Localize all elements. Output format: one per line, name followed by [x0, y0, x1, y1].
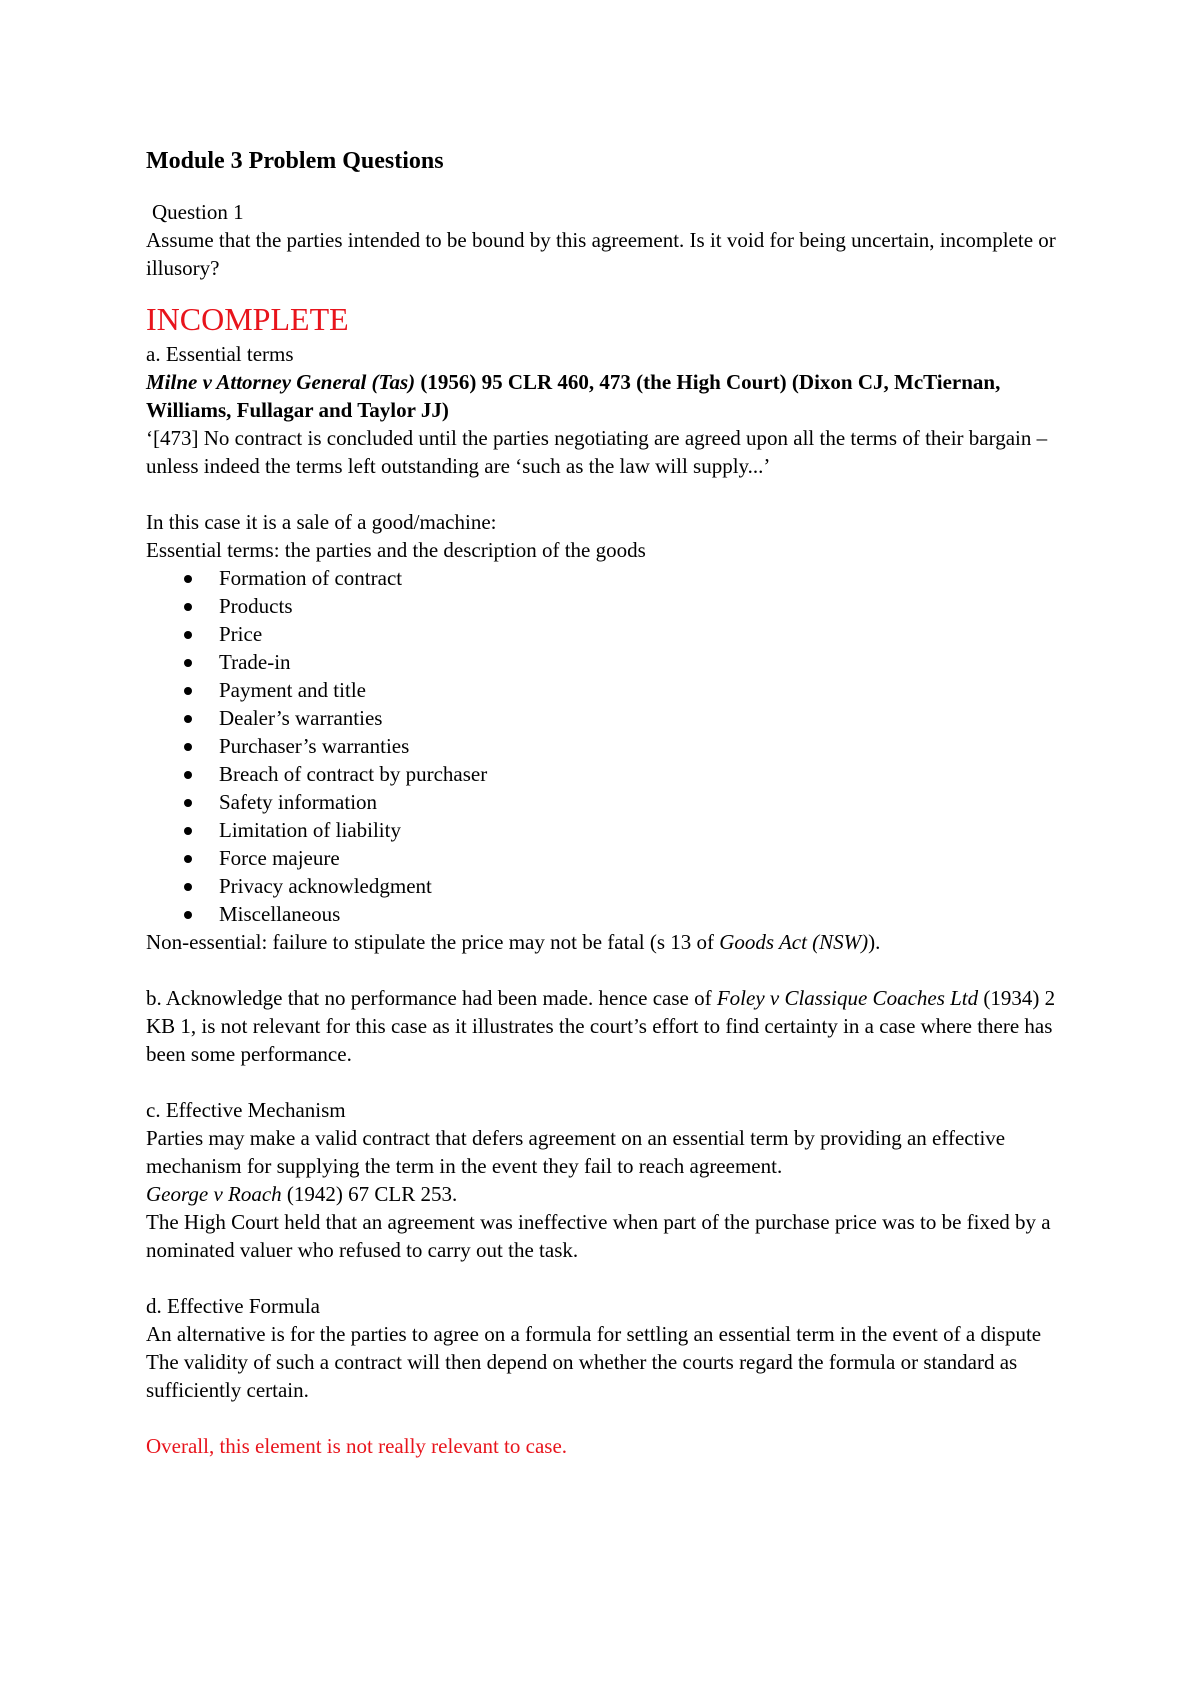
spacer — [146, 1068, 1086, 1096]
document-body — [146, 146, 1086, 1460]
list-item — [146, 564, 1086, 592]
non-essential-pre: Non-essential: failure to stipulate the price may not be fatal (s 13 of — [146, 930, 720, 954]
bullet-dot-icon — [184, 883, 192, 891]
list-item-label: Formation of contract — [219, 566, 403, 590]
spacer — [146, 1404, 1086, 1432]
list-item — [146, 844, 1086, 872]
essential-terms-list — [146, 564, 1086, 928]
bullet-dot-icon — [184, 771, 192, 779]
non-essential-post: ). — [868, 930, 881, 954]
subheading-a: a. Essential terms — [146, 342, 294, 366]
paragraph-b-pre: b. Acknowledge that no performance had been made. hence case of — [146, 986, 717, 1010]
case-quote: ‘[473] No contract is concluded until the parties negotiating are agreed upon all the terms of their bargain – unless indeed the terms left outstanding are ‘such as the law will supply...’ — [146, 426, 1048, 478]
case-name-foley: Foley v Classique Coaches Ltd — [716, 986, 979, 1010]
essential-terms-line: Essential terms: the parties and the description of the goods — [146, 538, 646, 562]
list-item-label: Breach of contract by purchaser — [219, 762, 488, 786]
spacer — [146, 480, 1086, 508]
bullet-dot-icon — [184, 799, 192, 807]
case-name-milne: Milne v Attorney General (Tas) — [146, 370, 416, 394]
case-context-line: In this case it is a sale of a good/machine: — [146, 510, 497, 534]
spacer — [146, 956, 1086, 984]
list-item — [146, 676, 1086, 704]
list-item-label: Dealer’s warranties — [219, 706, 383, 730]
list-item — [146, 872, 1086, 900]
list-item — [146, 788, 1086, 816]
case-details-george: (1942) 67 CLR 253. — [281, 1182, 458, 1206]
paragraph-d-text1: An alternative is for the parties to agree on a formula for settling an essential term in the event of a dispute — [146, 1322, 1042, 1346]
list-item — [146, 620, 1086, 648]
goods-act-name: Goods Act (NSW) — [719, 930, 869, 954]
list-item — [146, 648, 1086, 676]
paragraph-c-text: Parties may make a valid contract that defers agreement on an essential term by providing an effective mechanism for supplying the term in the event they fail to reach agreement. — [146, 1126, 1006, 1178]
question-text: Assume that the parties intended to be bound by this agreement. Is it void for being uncertain, incomplete or illusory? — [146, 228, 1056, 280]
bullet-dot-icon — [184, 827, 192, 835]
paragraph-c-holding: The High Court held that an agreement was ineffective when part of the purchase price was to be fixed by a nominated valuer who refused to carry out the task. — [146, 1210, 1051, 1262]
list-item-label: Purchaser’s warranties — [219, 734, 410, 758]
list-item-label: Payment and title — [219, 678, 366, 702]
section-heading: INCOMPLETE — [146, 301, 349, 337]
paragraph-d-text2: The validity of such a contract will then depend on whether the courts regard the formula or standard as sufficiently certain. — [146, 1350, 1018, 1402]
list-item — [146, 732, 1086, 760]
bullet-dot-icon — [184, 631, 192, 639]
paragraph-b — [146, 984, 1086, 1068]
subheading-d: d. Effective Formula — [146, 1294, 320, 1318]
bullet-dot-icon — [184, 715, 192, 723]
list-item — [146, 760, 1086, 788]
list-item — [146, 704, 1086, 732]
list-item-label: Products — [219, 594, 293, 618]
case-citation-george — [146, 1180, 1086, 1208]
paragraph-b-post: (1934) 2 KB 1, is not relevant for this case as it illustrates the court’s effort to find certainty in a case where there has been some performance. — [146, 986, 1056, 1066]
bullet-dot-icon — [184, 659, 192, 667]
bullet-dot-icon — [184, 855, 192, 863]
document-title: Module 3 Problem Questions — [146, 148, 444, 174]
bullet-dot-icon — [184, 911, 192, 919]
question-label: Question 1 — [152, 200, 244, 224]
list-item — [146, 900, 1086, 928]
list-item-label: Limitation of liability — [219, 818, 401, 842]
case-citation-milne — [146, 368, 1086, 424]
list-item-label: Trade-in — [219, 650, 291, 674]
spacer — [146, 1264, 1086, 1292]
list-item-label: Price — [219, 622, 263, 646]
non-essential-line — [146, 928, 1086, 956]
list-item-label: Safety information — [219, 790, 378, 814]
list-item-label: Miscellaneous — [219, 902, 341, 926]
bullet-dot-icon — [184, 575, 192, 583]
list-item-label: Privacy acknowledgment — [219, 874, 432, 898]
conclusion-line: Overall, this element is not really relevant to case. — [146, 1434, 568, 1458]
case-name-george: George v Roach — [146, 1182, 282, 1206]
list-item-label: Force majeure — [219, 846, 340, 870]
subheading-c: c. Effective Mechanism — [146, 1098, 346, 1122]
bullet-dot-icon — [184, 743, 192, 751]
list-item — [146, 592, 1086, 620]
bullet-dot-icon — [184, 603, 192, 611]
bullet-dot-icon — [184, 687, 192, 695]
list-item — [146, 816, 1086, 844]
case-details-milne: (1956) 95 CLR 460, 473 (the High Court) (Dixon CJ, McTiernan, Williams, Fullagar and Taylor JJ) — [146, 370, 1001, 422]
